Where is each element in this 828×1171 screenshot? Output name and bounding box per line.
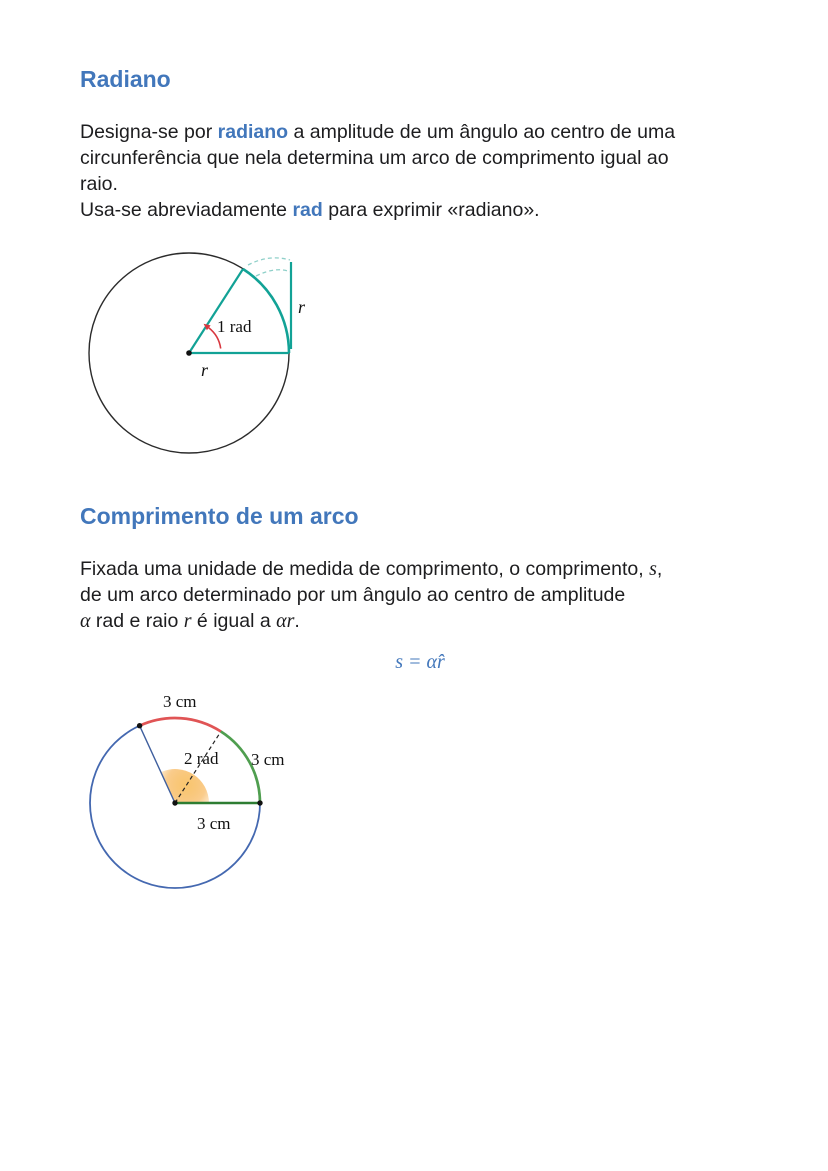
text-line: raio. — [80, 173, 118, 195]
top-arc-label: 3 cm — [163, 692, 197, 711]
term-rad: rad — [292, 199, 323, 221]
text-segment: Designa-se por — [80, 121, 218, 143]
text-line: circunferência que nela determina um arco de comprimento igual ao — [80, 147, 669, 169]
arc-red — [140, 718, 221, 731]
angle-label: 2 rad — [184, 749, 219, 768]
angle-glow — [161, 769, 209, 803]
center-point — [186, 350, 192, 356]
arc-length-example-diagram — [85, 692, 782, 902]
bending-guide-dashed-1 — [248, 258, 290, 265]
text-segment: é igual a — [191, 610, 277, 632]
text-segment: , — [656, 558, 663, 580]
math-var-alpha-r: αr — [276, 610, 295, 632]
angle-label: 1 rad — [217, 317, 252, 336]
text-line — [80, 556, 780, 582]
text-line — [80, 197, 780, 223]
center-point — [172, 800, 177, 805]
math-var-alpha: α — [80, 610, 91, 632]
math-var-s: s — [649, 558, 657, 580]
text-segment: . — [294, 610, 300, 632]
paragraph-radiano-definition — [80, 119, 780, 223]
radian-diagram-svg — [85, 249, 320, 459]
text-line: de um arco determinado por um ângulo ao centro de amplitude — [80, 584, 626, 606]
arc-length-diagram-svg — [85, 692, 330, 902]
right-arc-label: 3 cm — [251, 750, 285, 769]
bending-guide-dashed-2 — [256, 270, 291, 276]
radian-definition-diagram — [85, 249, 782, 459]
heading-comprimento-arco: Comprimento de um arco — [80, 503, 359, 529]
text-segment: a amplitude de um ângulo ao centro de uma — [288, 121, 676, 143]
point-arc-right — [257, 800, 262, 805]
text-segment: para exprimir «radiano». — [322, 199, 540, 221]
point-arc-end — [137, 723, 142, 728]
text-segment: Usa-se abreviadamente — [80, 199, 293, 221]
section-arco — [80, 503, 782, 902]
text-line — [80, 119, 780, 145]
formula-arc-length: s = α̂r — [395, 651, 445, 673]
text-segment: rad e raio — [90, 610, 184, 632]
math-var-r: r — [183, 610, 192, 632]
unit-arc — [243, 269, 289, 353]
text-segment: Fixada uma unidade de medida de comprimento, o comprimento, — [80, 558, 650, 580]
radius-angled-line — [189, 269, 243, 353]
radius-label: 3 cm — [197, 814, 231, 833]
paragraph-arco — [80, 556, 780, 634]
radius-label-horizontal: r — [201, 360, 209, 380]
section-radiano — [80, 66, 782, 459]
angle-side-line — [140, 726, 175, 803]
heading-radiano: Radiano — [80, 66, 171, 92]
text-line — [80, 608, 780, 634]
term-radiano: radiano — [217, 121, 289, 143]
radius-label-straight: r — [298, 297, 306, 317]
